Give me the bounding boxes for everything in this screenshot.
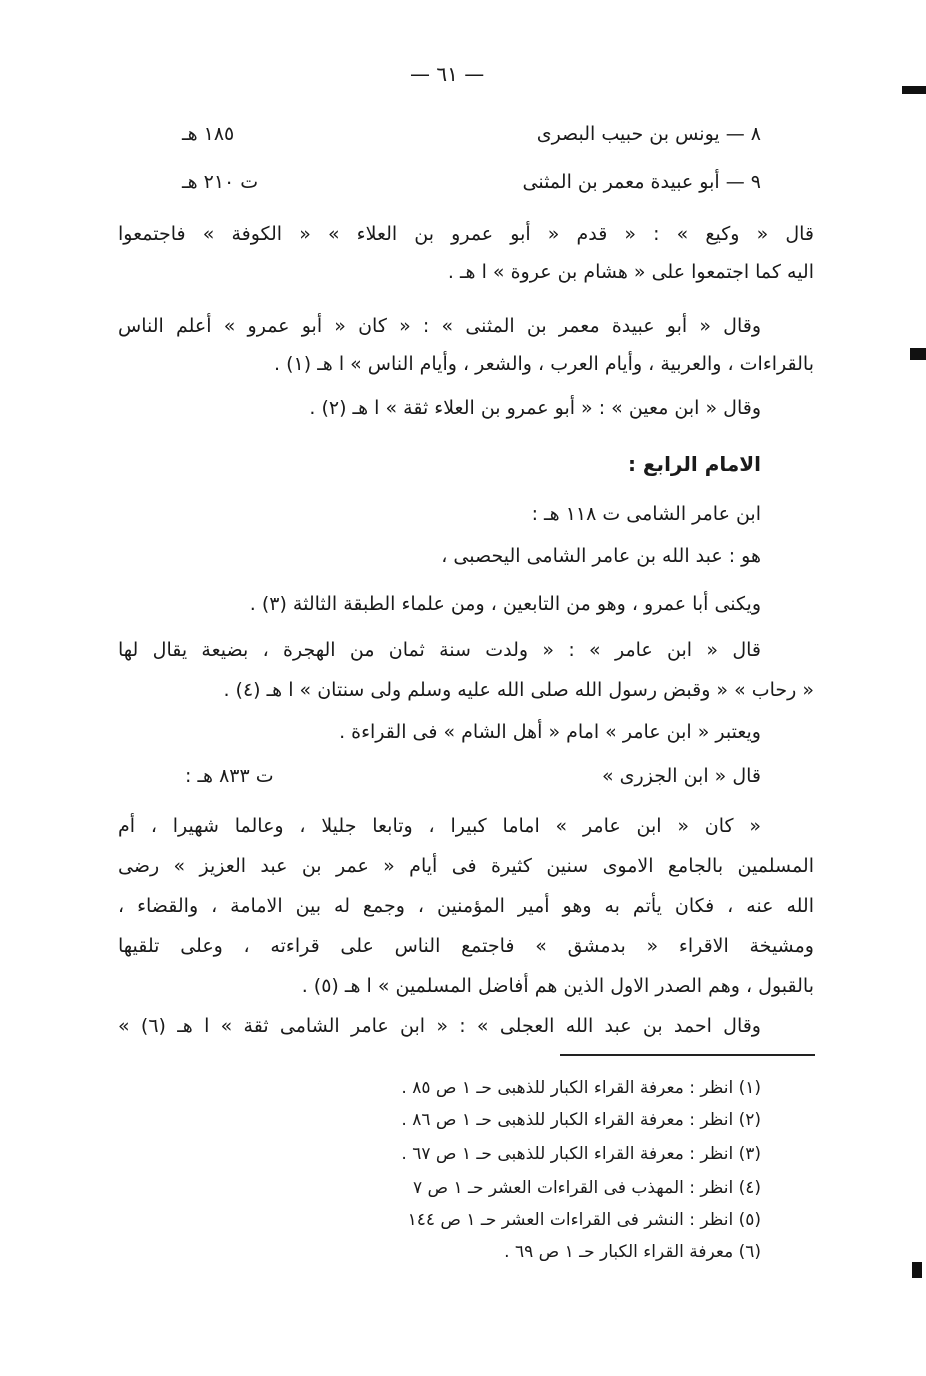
page-number: — ٦١ — bbox=[410, 62, 485, 86]
quote-line: ومشيخة الاقراء « بدمشق » فاجتمع الناس على قراءته ، وعلى تلقيها bbox=[118, 935, 814, 957]
paragraph-line: قال « ابن الجزرى » bbox=[602, 765, 761, 787]
quote-line: المسلمين بالجامع الاموى سنين كثيرة فى أيام « عمر بن عبد العزيز » رضى bbox=[118, 855, 814, 877]
footnote: (٦) معرفة القراء الكبار حـ ١ ص ٦٩ . bbox=[504, 1242, 761, 1262]
footnote: (٥) انظر : النشر فى القراءات العشر حـ ١ ص ١٤٤ bbox=[407, 1210, 761, 1230]
section-heading: الامام الرابع : bbox=[627, 452, 761, 476]
paragraph-line: بالقراءات ، والعربية ، وأيام العرب ، والشعر ، وأيام الناس » ا هـ (١) . bbox=[274, 353, 814, 375]
list-item: ٩ — أبو عبيدة معمر بن المثنى bbox=[522, 171, 761, 193]
paragraph-line-date: ت ٨٣٣ هـ : bbox=[185, 765, 274, 787]
footnote-rule bbox=[560, 1054, 815, 1056]
imam-name-line: ابن عامر الشامى ت ١١٨ هـ : bbox=[531, 503, 761, 525]
paragraph-line: « رحاب » « وقبض رسول الله صلى الله عليه وسلم ولى سنتان » ا هـ (٤) . bbox=[223, 679, 814, 701]
list-item-date: ١٨٥ هـ bbox=[182, 123, 235, 145]
quote-line: بالقبول ، وهم الصدر الاول الذين هم أفاضل المسلمين » ا هـ (٥) . bbox=[301, 975, 814, 997]
footnote: (١) انظر : معرفة القراء الكبار للذهبى حـ ١ ص ٨٥ . bbox=[401, 1078, 761, 1098]
paragraph-line: ويعتبر « ابن عامر » امام « أهل الشام » فى القراءة . bbox=[339, 721, 761, 743]
footnote: (٢) انظر : معرفة القراء الكبار للذهبى حـ ١ ص ٨٦ . bbox=[401, 1110, 761, 1130]
imam-kunya: ويكنى أبا عمرو ، وهو من التابعين ، ومن علماء الطبقة الثالثة (٣) . bbox=[249, 593, 761, 615]
paragraph-line: اليه كما اجتمعوا على « هشام بن عروة » ا هـ . bbox=[447, 261, 814, 283]
footnote: (٣) انظر : معرفة القراء الكبار للذهبى حـ ١ ص ٦٧ . bbox=[401, 1144, 761, 1164]
imam-full-name: هو : عبد الله بن عامر الشامى اليحصبى ، bbox=[441, 545, 761, 567]
list-item-date: ت ٢١٠ هـ bbox=[182, 171, 259, 193]
scan-mark-mid-right bbox=[910, 348, 926, 360]
paragraph-line: قال « ابن عامر » : « ولدت سنة ثمان من الهجرة ، بضيعة يقال لها bbox=[118, 639, 761, 661]
footnote: (٤) انظر : المهذب فى القراءات العشر حـ ١ ص ٧ bbox=[412, 1178, 761, 1198]
quote-line: « كان « ابن عامر » اماما كبيرا ، وتابعا جليلا ، وعالما شهيرا ، أم bbox=[118, 815, 761, 837]
paragraph-line: قال « وكيع » : « قدم « أبو عمرو بن العلاء » « الكوفة » فاجتمعوا bbox=[118, 223, 814, 245]
scan-mark-top-right bbox=[902, 86, 926, 94]
paragraph-line: وقال « ابن معين » : « أبو عمرو بن العلاء ثقة » ا هـ (٢) . bbox=[309, 397, 761, 419]
quote-line: الله عنه ، فكان يأتم به وهو أمير المؤمنين ، وجمع له بين الامامة ، والقضاء ، bbox=[118, 895, 814, 917]
scan-mark-low-right bbox=[912, 1262, 922, 1278]
paragraph-line: وقال « أبو عبيدة معمر بن المثنى » : « كان « أبو عمرو » أعلم الناس bbox=[118, 315, 761, 337]
list-item: ٨ — يونس بن حبيب البصرى bbox=[536, 123, 761, 145]
paragraph-line: وقال احمد بن عبد الله العجلى » : « ابن عامر الشامى ثقة » ا هـ (٦) » bbox=[118, 1015, 761, 1037]
